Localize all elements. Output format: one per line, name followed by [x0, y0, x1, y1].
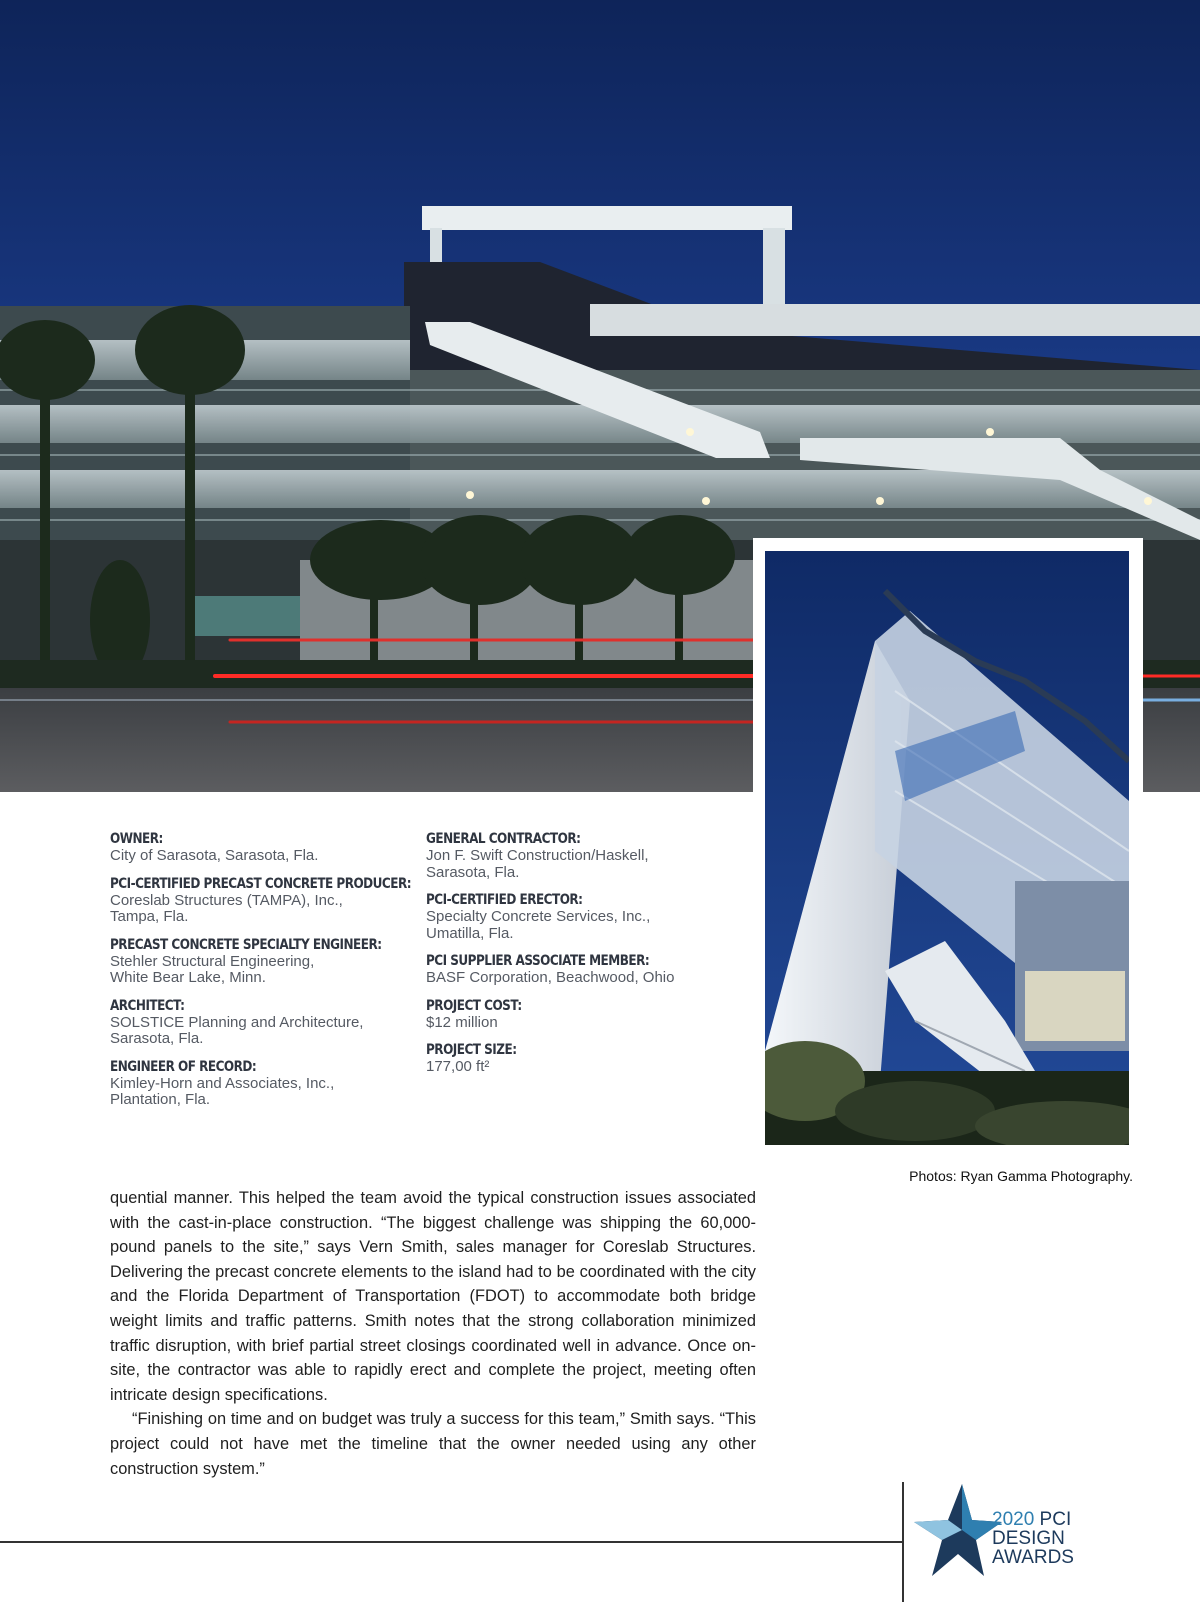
garage-stair-tower-photo: [765, 551, 1129, 1145]
credit-value: BASF Corporation, Beachwood, Ohio: [426, 969, 675, 986]
article-body: [110, 1186, 756, 1481]
award-year: 2020: [992, 1509, 1035, 1530]
credit-label: ENGINEER OF RECORD:: [110, 1058, 257, 1075]
credit-value: 177,00 ft²: [426, 1058, 490, 1075]
inset-photo: [765, 551, 1129, 1145]
credit-value: Jon F. Swift Construction/Haskell, Sarasota, Fla.: [426, 847, 649, 881]
award-text: [992, 1510, 1074, 1567]
credit-entry-erector: [426, 891, 746, 942]
credit-label: PRECAST CONCRETE SPECIALTY ENGINEER:: [110, 936, 382, 953]
credit-label: PROJECT SIZE:: [426, 1042, 517, 1058]
award-line-2: DESIGN: [992, 1528, 1065, 1549]
award-pci: PCI: [1034, 1509, 1072, 1530]
credit-value: SOLSTICE Planning and Architecture, Sarasota, Fla.: [110, 1013, 364, 1047]
credit-value: Kimley-Horn and Associates, Inc., Plantation, Fla.: [110, 1074, 335, 1108]
credit-value: $12 million: [426, 1013, 498, 1031]
award-line-3: AWARDS: [992, 1547, 1074, 1568]
credit-entry-engineer-of-record: [110, 1058, 410, 1109]
credits-right-column: [426, 830, 746, 1086]
credit-entry-owner: [110, 830, 410, 865]
star-logo-icon: [912, 1482, 1002, 1578]
credit-label: PCI-CERTIFIED PRECAST CONCRETE PRODUCER:: [110, 875, 412, 892]
credit-entry-project-size: [426, 1041, 746, 1076]
credit-label: PCI SUPPLIER ASSOCIATE MEMBER:: [426, 953, 650, 969]
credits-left-column: [110, 830, 410, 1119]
footer-divider: [902, 1482, 904, 1602]
credit-value: Coreslab Structures (TAMPA), Inc., Tampa, Fla.: [110, 891, 343, 925]
credit-label: OWNER:: [110, 831, 163, 847]
credit-entry-supplier: [426, 952, 746, 987]
inset-photo-frame: [753, 538, 1143, 1155]
credit-value: Specialty Concrete Services, Inc., Umatilla, Fla.: [426, 908, 651, 942]
credit-entry-general-contractor: [426, 830, 746, 881]
credit-value: City of Sarasota, Sarasota, Fla.: [110, 847, 319, 864]
credit-entry-architect: [110, 997, 410, 1048]
credit-entry-producer: [110, 875, 410, 926]
award-logo: [912, 1482, 1002, 1578]
credit-label: PROJECT COST:: [426, 997, 522, 1014]
photo-credit: Photos: Ryan Gamma Photography.: [909, 1168, 1133, 1184]
credit-label: PCI-CERTIFIED ERECTOR:: [426, 892, 583, 908]
credit-entry-project-cost: [426, 997, 746, 1032]
credit-value: Stehler Structural Engineering, White Bear Lake, Minn.: [110, 952, 315, 986]
footer-rule: [0, 1541, 903, 1543]
body-paragraph-1: quential manner. This helped the team avoid the typical construction issues associated with the cast-in-place construction. “The biggest challenge was shipping the 60,000-pound panels to the site,” says Vern Smith, sales manager for Coreslab Structures. Delivering the precast concrete elements to the island had to be coordinated with the city and the Florida Department of Transportation (FDOT) to accommodate both bridge weight limits and traffic patterns. Smith notes that the strong collaboration minimized traffic disruption, with brief partial street closings coordinated well in advance. Once on-site, the contractor was able to rapidly erect and complete the project, meeting often intricate design specifications.: [110, 1189, 756, 1404]
body-paragraph-2: “Finishing on time and on budget was truly a success for this team,” Smith says. “This project could not have met the timeline that the owner needed using any other construction system.”: [110, 1410, 756, 1478]
credit-label: GENERAL CONTRACTOR:: [426, 831, 581, 847]
award-line-1: [992, 1510, 1074, 1529]
credit-entry-specialty-engineer: [110, 936, 410, 987]
credit-label: ARCHITECT:: [110, 997, 185, 1014]
